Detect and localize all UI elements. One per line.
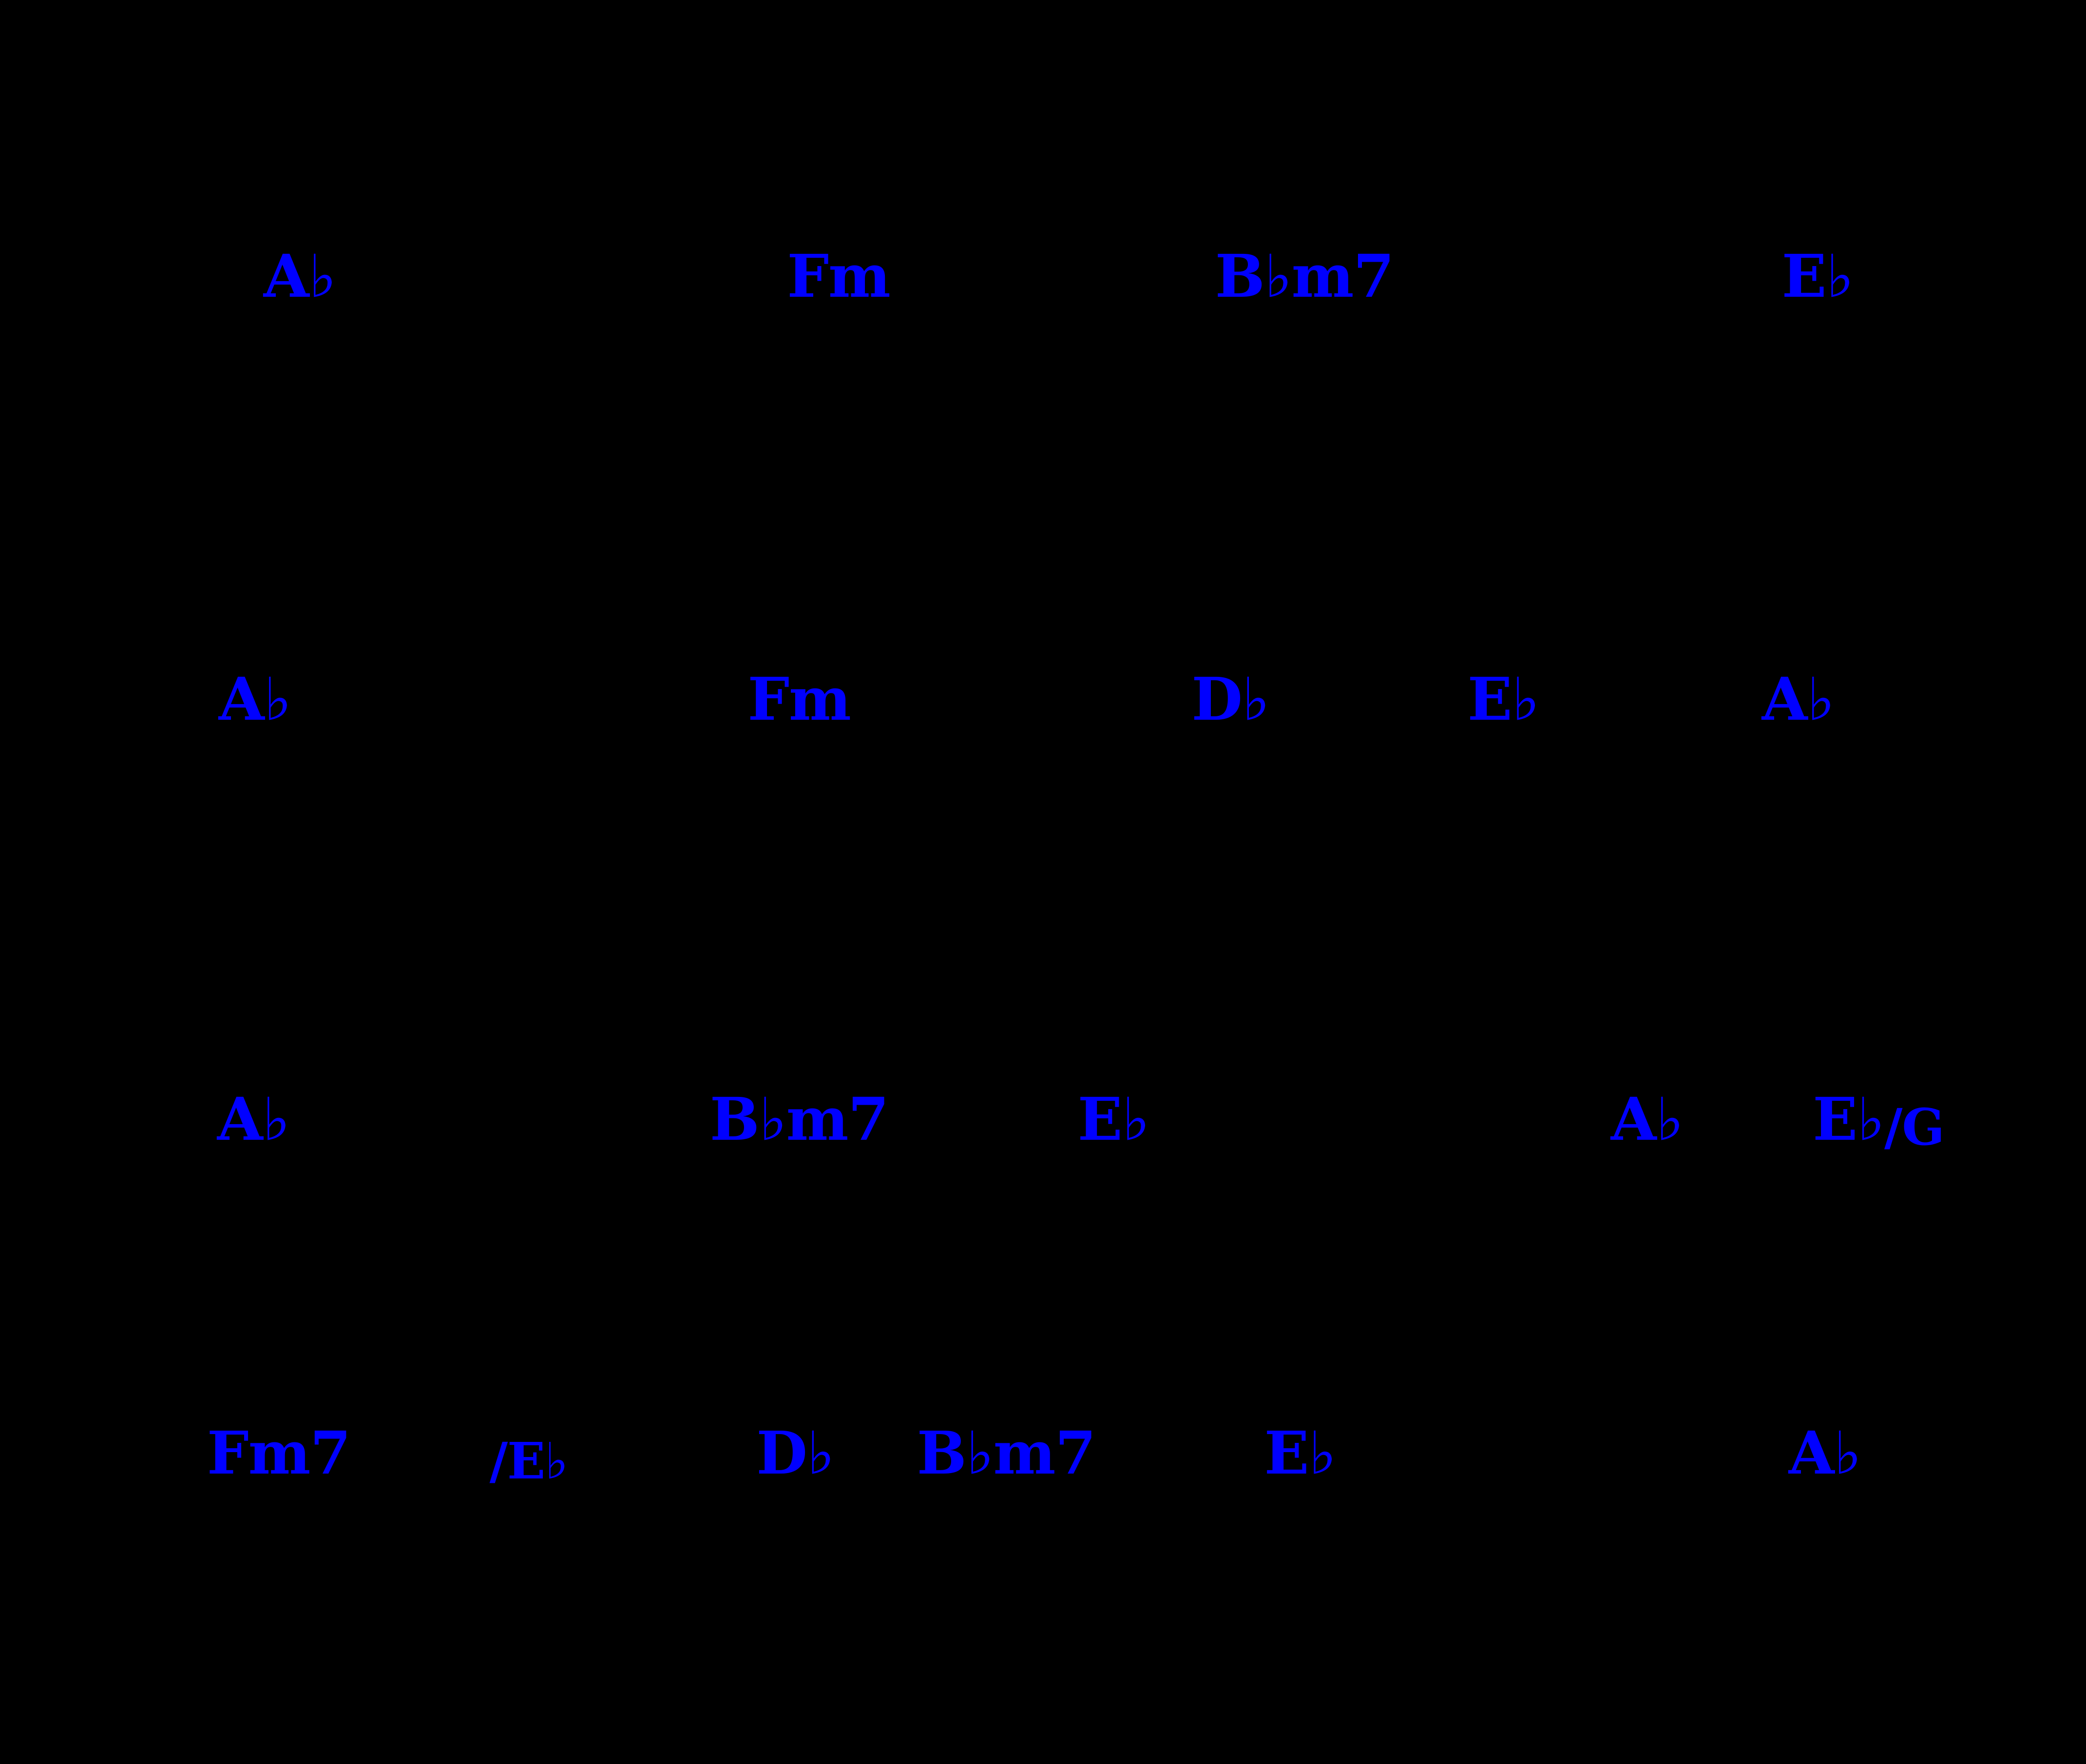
chord-symbol-r1-eb: [1781, 241, 1854, 311]
chord-symbol-r2-ab2: [1761, 664, 1835, 734]
chord-symbol-r4-slash-eb: [489, 1423, 568, 1491]
chord-root: A♭: [1610, 1084, 1684, 1154]
chord-root: A♭: [1761, 664, 1835, 734]
chord-symbol-r3-ab2: [1610, 1084, 1684, 1154]
chord-symbol-r4-eb: [1264, 1418, 1336, 1488]
chord-symbol-r2-ab: [218, 664, 291, 734]
chord-symbol-r3-eb: [1077, 1084, 1149, 1154]
chord-root: E♭: [1813, 1084, 1884, 1154]
chord-symbol-r4-fm7: [207, 1418, 351, 1488]
chord-symbol-r1-ab: [263, 241, 336, 311]
chord-root: A♭: [217, 1084, 290, 1154]
chord-root: E♭: [1467, 664, 1539, 734]
chord-bass: /G: [1884, 1098, 1944, 1157]
chord-root: Fm7: [207, 1418, 351, 1488]
chord-root: E♭: [1781, 241, 1854, 311]
chord-root: E♭: [1077, 1084, 1149, 1154]
chord-symbol-r1-fm: [787, 241, 890, 311]
chord-symbol-r4-ab: [1788, 1418, 1861, 1488]
chord-root: B♭m7: [1215, 241, 1394, 311]
chord-symbol-r3-ab: [217, 1084, 290, 1154]
chord-root: D♭: [1191, 664, 1269, 734]
chord-bass: /E♭: [489, 1432, 568, 1491]
chord-symbol-r2-db: [1191, 664, 1269, 734]
chord-root: A♭: [263, 241, 336, 311]
chord-root: A♭: [218, 664, 291, 734]
chord-symbol-r1-bbm7: [1215, 241, 1394, 311]
chord-root: D♭: [756, 1418, 834, 1488]
chord-symbol-r4-bbm7: [917, 1418, 1096, 1488]
chord-root: Fm: [747, 664, 851, 734]
chord-symbol-r3-eb-over-g: [1813, 1084, 1944, 1157]
chord-root: E♭: [1264, 1418, 1336, 1488]
chord-symbol-r3-bbm7: [709, 1084, 889, 1154]
chord-root: B♭m7: [917, 1418, 1096, 1488]
chord-symbol-r2-fm: [747, 664, 851, 734]
chord-root: A♭: [1788, 1418, 1861, 1488]
chord-root: B♭m7: [709, 1084, 889, 1154]
chord-symbol-r4-db: [756, 1418, 834, 1488]
chord-symbol-r2-eb: [1467, 664, 1539, 734]
chord-root: Fm: [787, 241, 890, 311]
